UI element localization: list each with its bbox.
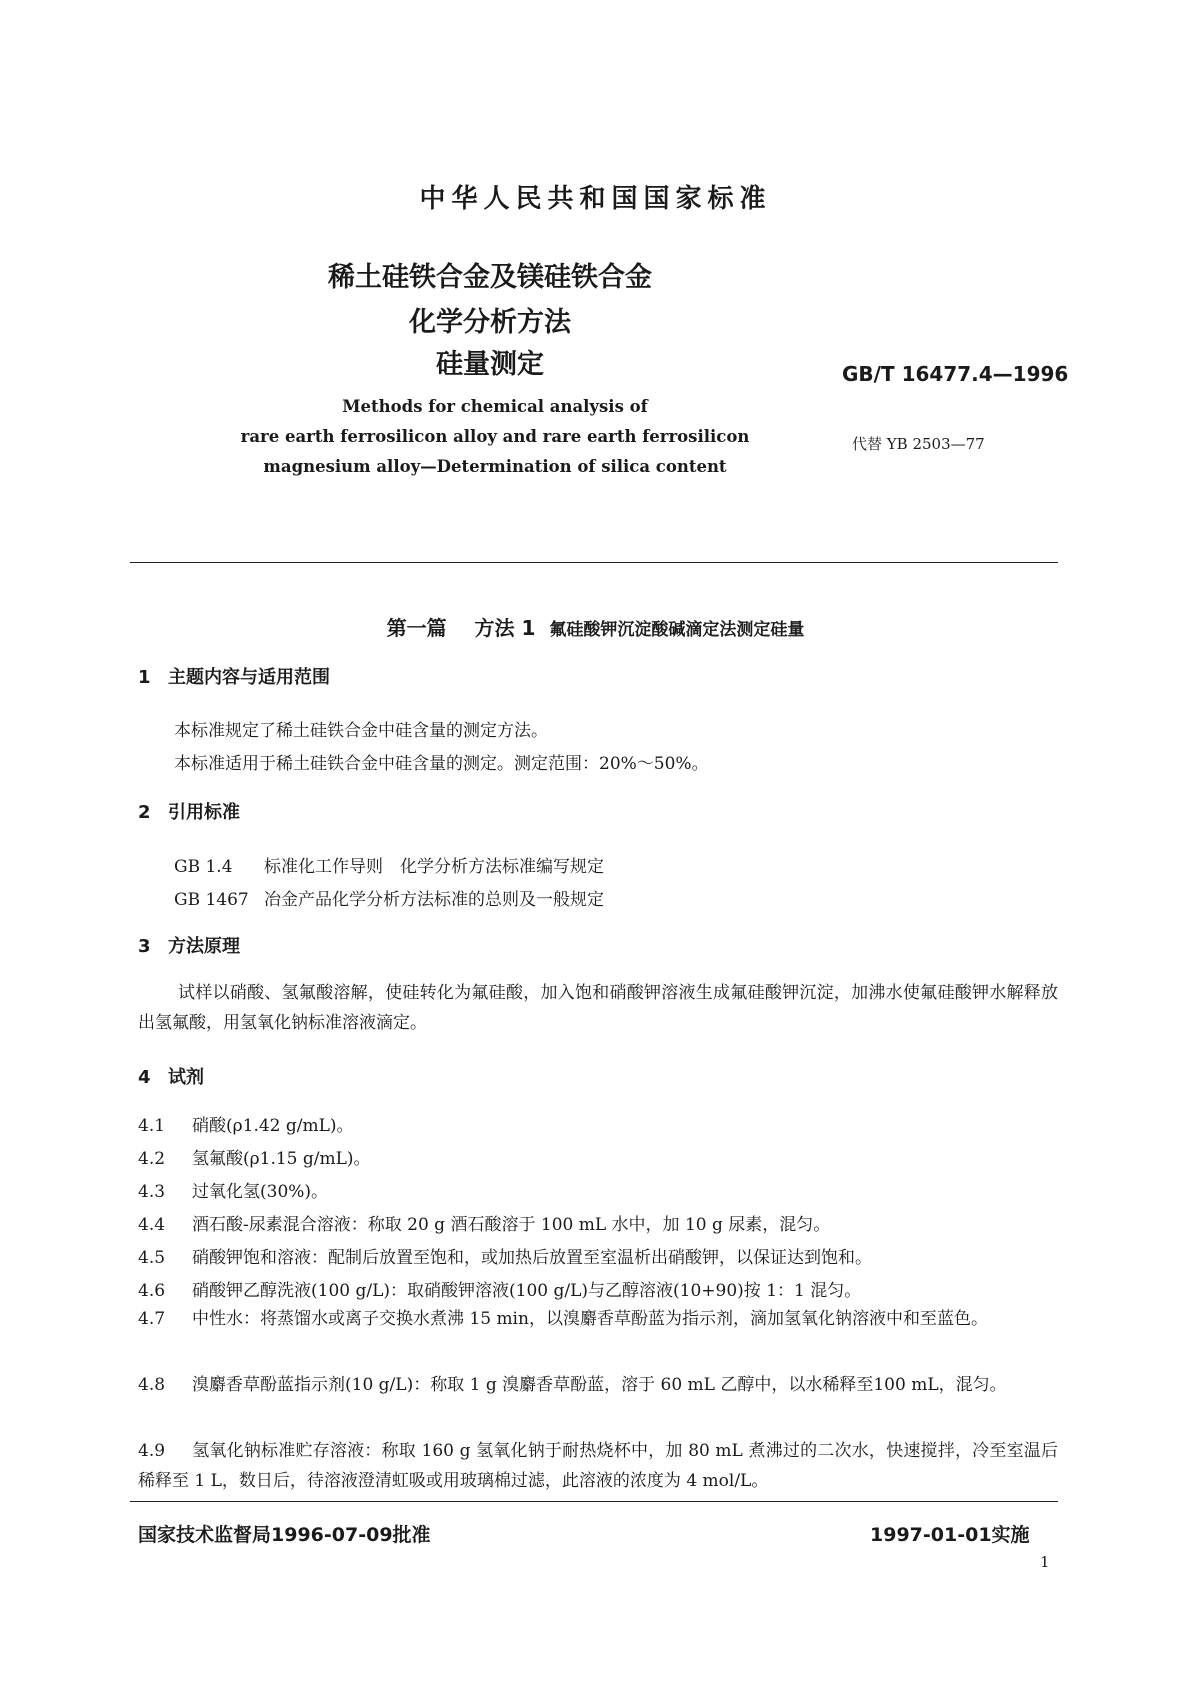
reagent-item [138, 1370, 1058, 1400]
implementation-date: 1997-01-01实施 [870, 1524, 1030, 1546]
reagent-item [138, 1144, 371, 1169]
section-title: 引用标准 [168, 802, 240, 823]
reagent-number: 4.1 [138, 1116, 166, 1136]
reagent-item [138, 1111, 354, 1136]
approval-date: 国家技术监督局1996-07-09批准 [138, 1524, 431, 1546]
reagent-text: 氢氟酸(ρ1.15 g/mL)。 [192, 1149, 371, 1169]
replaces-standard: 代替 YB 2503—77 [852, 435, 985, 453]
reagent-number: 4.5 [138, 1248, 166, 1268]
reagent-item [138, 1210, 830, 1235]
reagent-item [138, 1276, 861, 1301]
reagent-number: 4.6 [138, 1281, 166, 1301]
section-title: 主题内容与适用范围 [168, 667, 330, 688]
reagent-text: 溴麝香草酚蓝指示剂(10 g/L)：称取 1 g 溴麝香草酚蓝，溶于 60 mL 乙醇中，以水稀释至100 mL，混匀。 [192, 1375, 1007, 1395]
standard-code: GB/T 16477.4—1996 [842, 362, 1069, 386]
title-zh-line-3: 硅量测定 [436, 349, 544, 380]
reagent-number: 4.8 [138, 1375, 166, 1395]
reagent-number: 4.7 [138, 1309, 166, 1329]
title-en-line-2: rare earth ferrosilicon alloy and rare earth ferrosilicon [240, 427, 750, 446]
reagent-number: 4.4 [138, 1215, 166, 1235]
reagent-text: 酒石酸-尿素混合溶液：称取 20 g 酒石酸溶于 100 mL 水中，加 10 g 尿素，混匀。 [192, 1215, 831, 1235]
part-heading [0, 612, 1191, 641]
header-divider [130, 562, 1058, 563]
reference-code: GB 1.4 [174, 857, 233, 877]
reference-title: 标准化工作导则 化学分析方法标准编写规定 [264, 857, 604, 877]
section-number: 1 [138, 667, 151, 688]
section-number: 2 [138, 802, 151, 823]
reagent-item [138, 1436, 1058, 1496]
reference-title: 冶金产品化学分析方法标准的总则及一般规定 [264, 890, 604, 910]
issuing-country-standard: 中华人民共和国国家标准 [419, 184, 772, 214]
reference-item [174, 885, 604, 910]
title-en-line-3: magnesium alloy—Determination of silica content [263, 457, 727, 476]
reagent-text: 硝酸钾饱和溶液：配制后放置至饱和，或加热后放置至室温析出硝酸钾，以保证达到饱和。 [192, 1248, 872, 1268]
reagent-item [138, 1304, 1058, 1334]
section-number: 3 [138, 936, 151, 957]
page-number: 1 [1040, 1553, 1050, 1571]
reagent-item [138, 1243, 872, 1268]
reagent-number: 4.2 [138, 1149, 166, 1169]
reference-code: GB 1467 [174, 890, 249, 910]
reagent-text: 硝酸(ρ1.42 g/mL)。 [192, 1116, 354, 1136]
title-en-line-1: Methods for chemical analysis of [342, 397, 648, 416]
section-3-paragraph: 试样以硝酸、氢氟酸溶解，使硅转化为氟硅酸，加入饱和硝酸钾溶液生成氟硅酸钾沉淀，加沸水使氟硅酸钾水解释放出氢氟酸，用氢氧化钠标准溶液滴定。 [138, 983, 1058, 1033]
footer-divider [130, 1501, 1058, 1502]
section-1-paragraph-1: 本标准规定了稀土硅铁合金中硅含量的测定方法。 [174, 721, 548, 741]
method-label: 方法 1 [474, 616, 536, 640]
reagent-item [138, 1177, 328, 1202]
method-title: 氟硅酸钾沉淀酸碱滴定法测定硅量 [549, 620, 805, 640]
section-number: 4 [138, 1067, 151, 1088]
reagent-number: 4.9 [138, 1441, 166, 1461]
section-4-heading [138, 1063, 204, 1089]
section-title: 试剂 [168, 1067, 204, 1088]
reagent-number: 4.3 [138, 1182, 166, 1202]
section-title: 方法原理 [168, 936, 240, 957]
reagent-text: 硝酸钾乙醇洗液(100 g/L)：取硝酸钾溶液(100 g/L)与乙醇溶液(10+90)按 1：1 混匀。 [192, 1281, 862, 1301]
reference-item [174, 852, 604, 877]
section-2-heading [138, 798, 240, 824]
section-1-paragraph-2: 本标准适用于稀土硅铁合金中硅含量的测定。测定范围：20%～50%。 [174, 754, 709, 774]
section-1-heading [138, 663, 330, 689]
part-label: 第一篇 [386, 616, 447, 640]
reagent-text: 氢氧化钠标准贮存溶液：称取 160 g 氢氧化钠于耐热烧杯中，加 80 mL 煮沸过的二次水，快速搅拌，冷至室温后稀释至 1 L，数日后，待溶液澄清虹吸或用玻璃棉过滤，此溶液的浓度为 4 mol/L。 [138, 1441, 1058, 1491]
reagent-text: 过氧化氢(30%)。 [192, 1182, 329, 1202]
section-3-heading [138, 932, 240, 958]
title-zh-line-2: 化学分析方法 [409, 307, 571, 338]
title-zh-line-1: 稀土硅铁合金及镁硅铁合金 [328, 262, 652, 293]
reagent-text: 中性水：将蒸馏水或离子交换水煮沸 15 min，以溴麝香草酚蓝为指示剂，滴加氢氧化钠溶液中和至蓝色。 [192, 1309, 988, 1329]
